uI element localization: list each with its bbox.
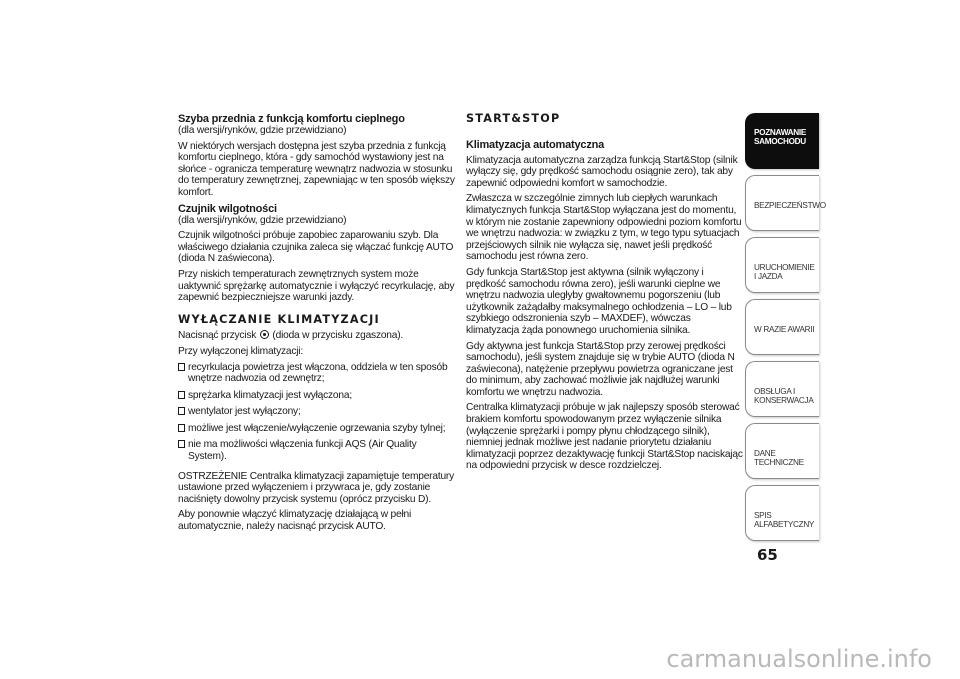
paragraph-windscreen: W niektórych wersjach dostępna jest szyba przednia z funkcją komfortu cieplnego, która - gdy samochód wystawiony jest na słońce - ogranicza temperaturę wewnątrz nadwozia w stosunku do temperatury zewnętrznej, zapewniając w ten sposób większy komfort. xyxy=(178,140,455,198)
paragraph-ss-5: Centralka klimatyzacji próbuje w jak najlepszy sposób sterować brakiem komfortu spowodowanym przez wyłączenie silnika (wyłączenie sprężarki i pompy płynu chłodzącego silnik), niemniej jednak możliwe jest nadanie priorytetu działaniu klimatyzacji poprzez dezaktywację funkcji Start&Stop naciskając na odpowiedni przycisk w desce rozdzielczej. xyxy=(466,402,743,472)
paragraph-humidity-2: Przy niskich temperaturach zewnętrznych system może uaktywnić sprężarkę automatycznie i wyłączyć recyrkulację, aby zapewnić bezpieczniejsze warunki jazdy. xyxy=(178,268,455,304)
heading-windscreen: Szyba przednia z funkcją komfortu cieplnego xyxy=(178,113,405,125)
press-button-text-post: (dioda w przycisku zgaszona). xyxy=(272,330,404,342)
paragraph-warning: OSTRZEŻENIE Centralka klimatyzacji zapamiętuje temperatury ustawione przed wyłączeniem i przywraca je, gdy zostanie naciśnięty dowolny przycisk systemu (oprócz przycisku D). xyxy=(178,470,455,505)
list-item: recyrkulacja powietrza jest włączona, oddziela w ten sposób wnętrze nadwozia od zewnętrz; xyxy=(178,362,456,385)
right-column xyxy=(466,113,744,476)
left-column xyxy=(178,113,456,537)
paragraph-ss-4: Gdy aktywna jest funkcja Start&Stop przy zerowej prędkości samochodu), jeśli system znajduje się w trybie AUTO (dioda N zaświecona), natężenie przepływu powietrza ograniczane jest do minimum, aby zachować możliwie jak najdłużej warunki komfortu we wnętrzu nadwozia. xyxy=(466,340,735,398)
checkbox-bullet-icon xyxy=(178,440,185,448)
tab-spis-alfabetyczny[interactable]: SPIS ALFABETYCZNY xyxy=(745,485,819,541)
ac-off-list xyxy=(178,362,456,463)
paragraph-humidity-1: Czujnik wilgotności próbuje zapobiec zaparowaniu szyb. Dla właściwego działania czujnika zaleca się włączać funkcję AUTO (dioda N zaświecona). xyxy=(178,230,454,265)
paragraph-ss-1: Klimatyzacja automatyczna zarządza funkcją Start&Stop (silnik wyłączy się, gdy prędkość samochodu osiągnie zero), tak aby zapewnić odpowiedni komfort w samochodzie. xyxy=(466,154,738,189)
paragraph-auto-restore: Aby ponownie włączyć klimatyzację działającą w pełni automatycznie, należy nacisnąć przycisk AUTO. xyxy=(178,509,412,533)
checkbox-bullet-icon xyxy=(178,407,185,415)
list-item: możliwe jest włączenie/wyłączenie ogrzewania szyby tylnej; xyxy=(178,423,456,435)
heading-ac-off: WYŁĄCZANIE KLIMATYZACJI xyxy=(178,312,380,326)
list-item: wentylator jest wyłączony; xyxy=(178,406,456,418)
tab-bezpieczenstwo[interactable]: BEZPIECZEŃSTWO xyxy=(745,175,819,231)
tab-w-razie-awarii[interactable]: W RAZIE AWARII xyxy=(745,299,819,355)
note-windscreen: (dla wersji/rynków, gdzie przewidziano) xyxy=(178,125,347,136)
paragraph-ss-2: Zwłaszcza w szczególnie zimnych lub ciepłych warunkach klimatycznych funkcja Start&Stop wyłączana jest do momentu, w którym nie zostanie zapewniony odpowiedni poziom komfortu we wnętrzu nadwozia: w związku z tym, w tego typu sytuacjach przejściowych silnik nie wyłącza się, nawet jeśli prędkość samochodu jest równa zero. xyxy=(466,193,742,263)
paragraph-ac-off-intro: Przy wyłączonej klimatyzacji: xyxy=(178,345,303,357)
watermark: carmanualsonline.info xyxy=(666,645,932,673)
fan-icon xyxy=(260,330,269,339)
tab-poznawanie-samochodu[interactable]: POZNAWANIE SAMOCHODU xyxy=(745,113,819,169)
tab-dane-techniczne[interactable]: DANE TECHNICZNE xyxy=(745,423,819,479)
paragraph-press-button xyxy=(178,329,456,342)
list-item: nie ma możliwości włączenia funkcji AQS (Air Quality System). xyxy=(178,439,456,462)
heading-start-stop: START&STOP xyxy=(466,112,561,125)
checkbox-bullet-icon xyxy=(178,391,185,399)
list-item: sprężarka klimatyzacji jest wyłączona; xyxy=(178,390,456,402)
paragraph-ss-3: Gdy funkcja Start&Stop jest aktywna (silnik wyłączony i prędkość samochodu równa zero), jeśli warunki cieplne we wnętrzu nadwozia uległyby gwałtownemu pogorszeniu (lub użytkownik zażądałby maksymalnego ochłodzenia – LO – lub szybkiego odszronienia szyb – MAXDEF), wówczas klimatyzacja żąda ponownego uruchomienia silnika. xyxy=(466,266,732,336)
press-button-text-pre: Nacisnąć przycisk xyxy=(178,330,257,342)
section-tabs xyxy=(745,113,826,547)
tab-uruchomienie-i-jazda[interactable]: URUCHOMIENIE I JAZDA xyxy=(745,237,819,293)
heading-humidity-sensor: Czujnik wilgotności xyxy=(178,202,277,215)
page-number: 65 xyxy=(757,546,778,564)
note-humidity-sensor: (dla wersji/rynków, gdzie przewidziano) xyxy=(178,214,347,226)
checkbox-bullet-icon xyxy=(178,363,185,371)
heading-automatic-climate: Klimatyzacja automatyczna xyxy=(466,138,605,151)
tab-obsluga-i-konserwacja[interactable]: OBSŁUGA I KONSERWACJA xyxy=(745,361,819,417)
checkbox-bullet-icon xyxy=(178,424,185,432)
